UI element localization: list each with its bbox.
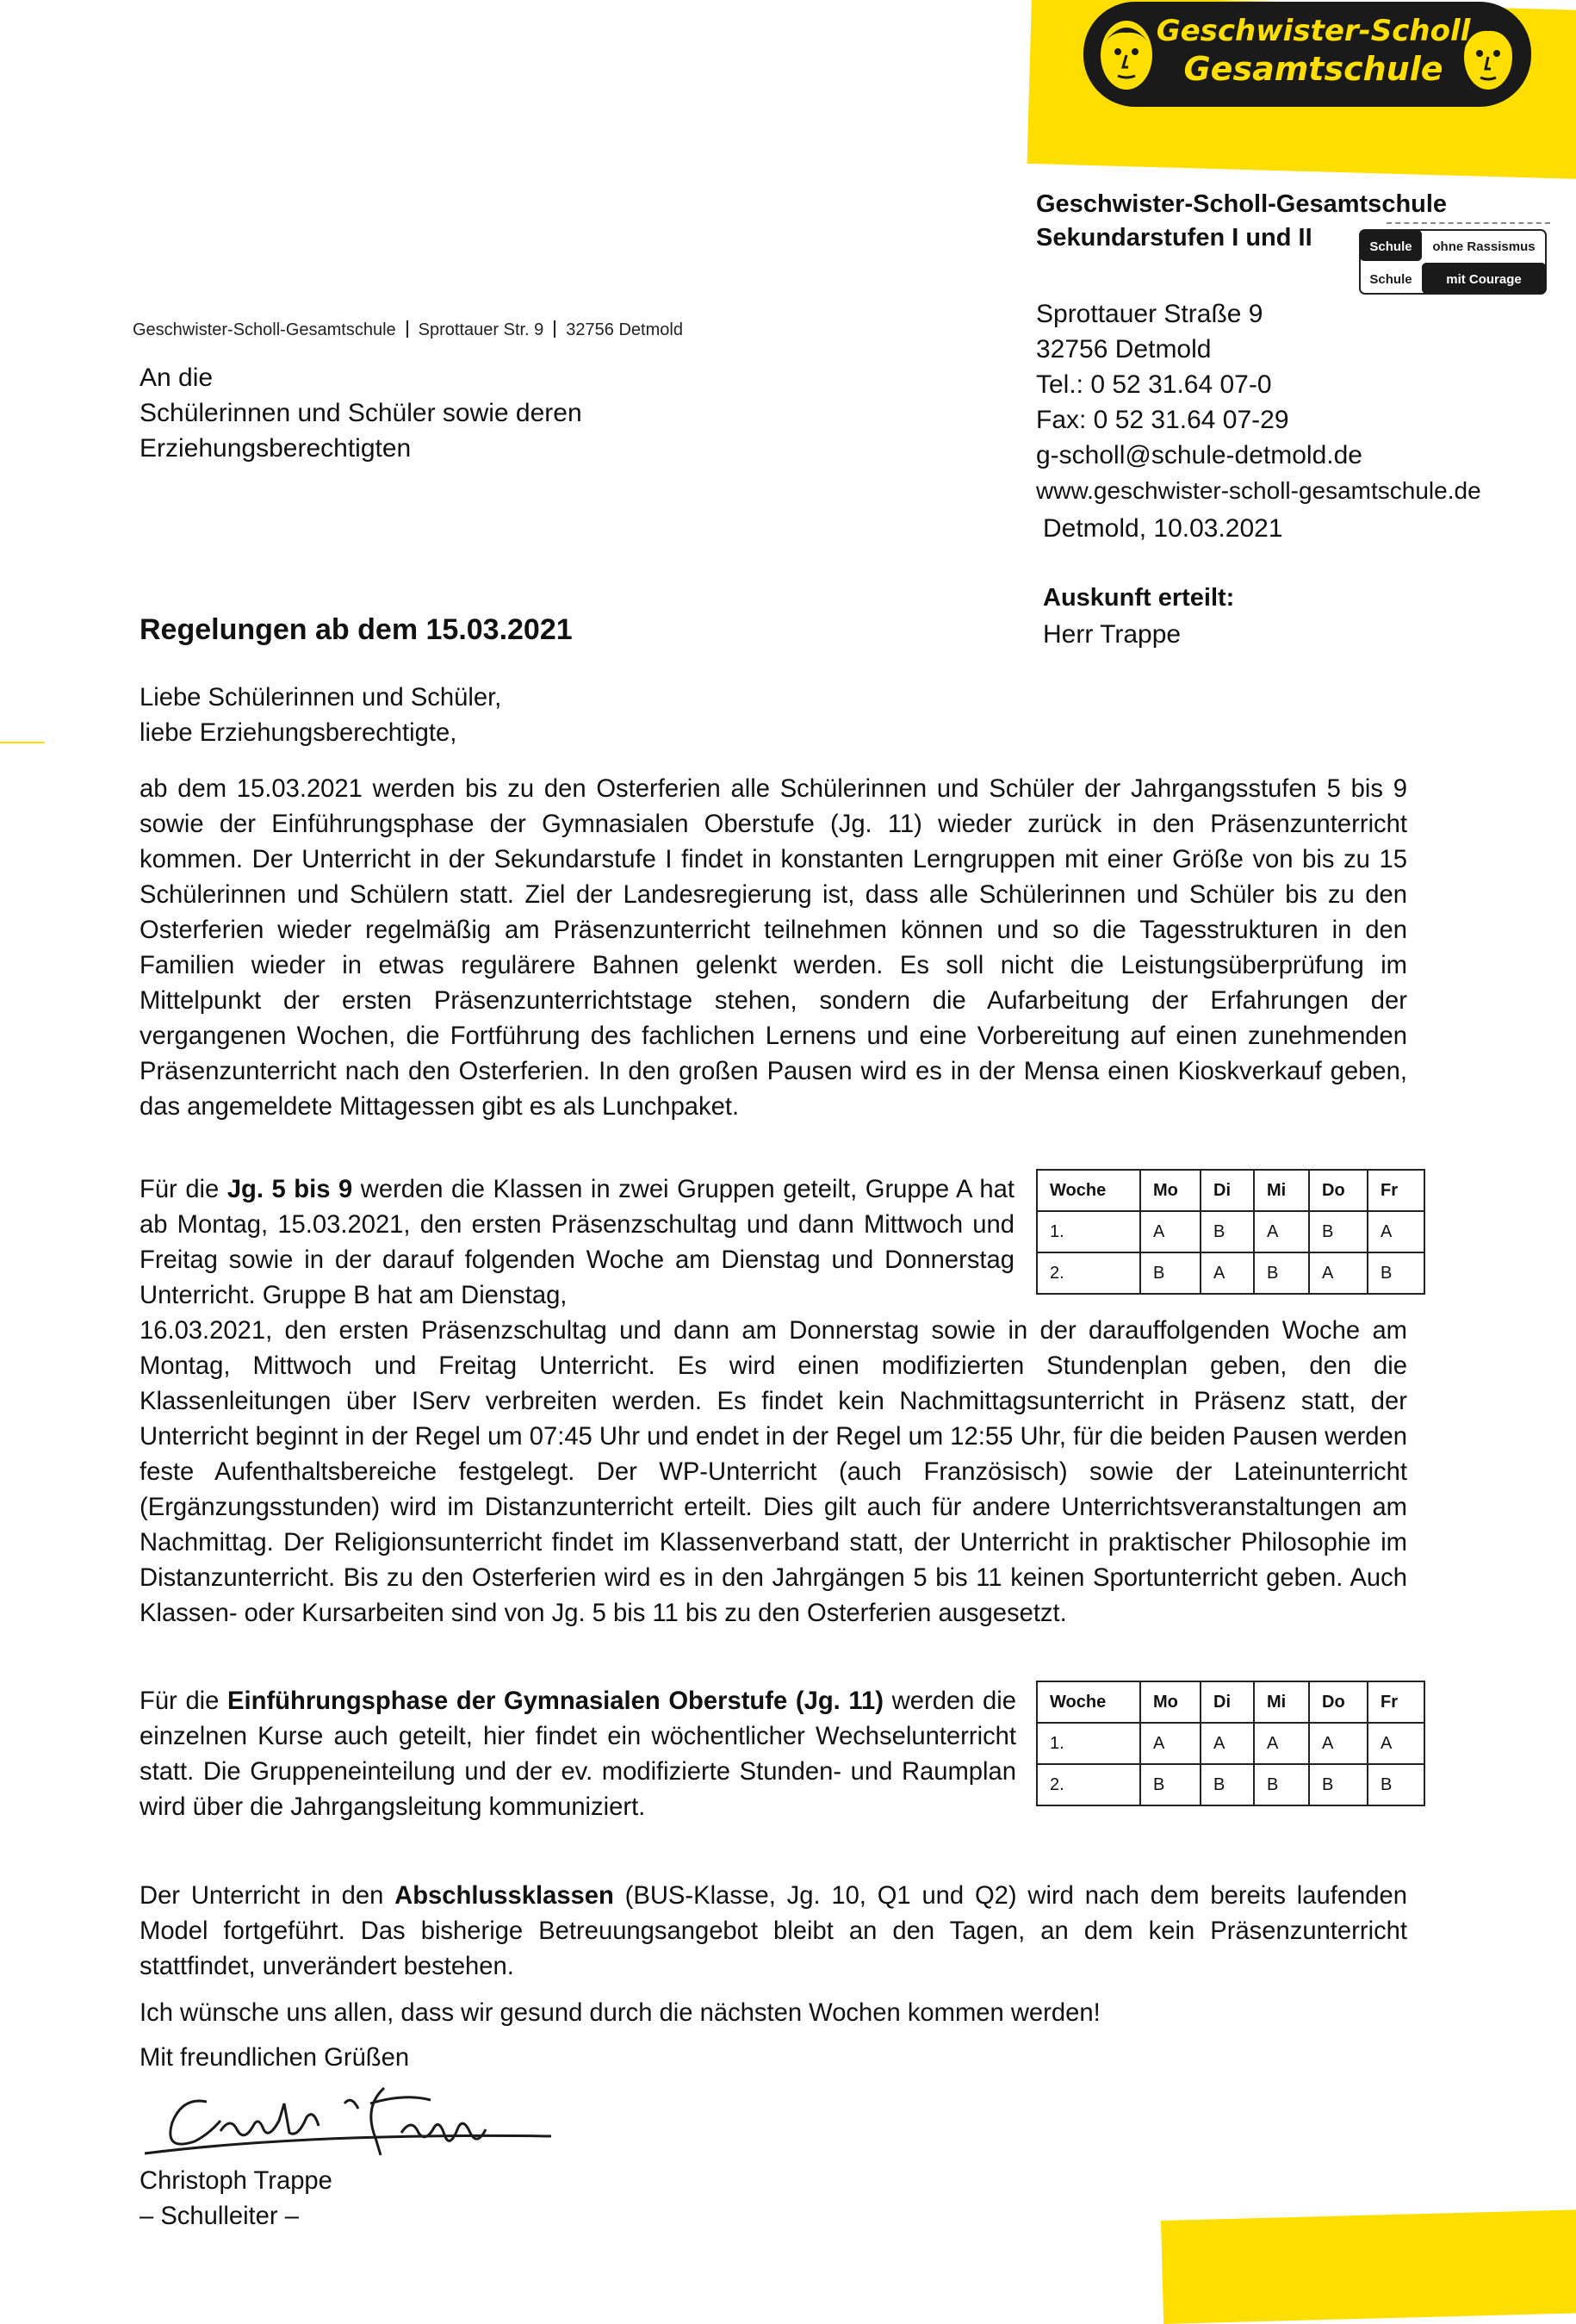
table-cell: B xyxy=(1368,1764,1424,1805)
table-header-cell: Woche xyxy=(1037,1681,1140,1723)
table-header-cell: Mo xyxy=(1140,1170,1201,1211)
sender-school-name: Geschwister-Scholl-Gesamtschule xyxy=(1036,190,1448,218)
contact-name: Herr Trappe xyxy=(1043,620,1182,649)
table-header-cell: Woche xyxy=(1037,1170,1140,1211)
closing-wish: Ich wünsche uns allen, dass wir gesund durch die nächsten Wochen kommen werden! xyxy=(140,1999,1101,2027)
sender-website: www.geschwister-scholl-gesamtschule.de xyxy=(1036,477,1481,504)
signer-role: – Schulleiter – xyxy=(140,2203,299,2230)
paragraph-jg5-9-rest: 16.03.2021, den ersten Präsenzschultag und dann am Donnerstag sowie in der darauffolgenden Woche am Montag, Mittwoch und Freitag Unterricht. Es wird einen modifizierten Stundenplan geben, den die Klassenleitungen über IServ verbreiten werden. Es findet kein Nachmittagsunterricht in Präsenz statt, der Unterricht beginnt in der Regel um 07:45 Uhr und endet in der Regel um 12:55 Uhr, für die beiden Pausen werden feste Aufenthaltsbereiche festgelegt. Der WP-Unterricht (auch Französisch) sowie der Lateinunterricht (Ergänzungsstunden) wird im Distanzunterricht erteilt. Dies gilt auch für andere Unterrichtsveranstaltungen am Nachmittag. Der Religionsunterricht findet im Klassenverband statt, der Unterricht in praktischer Philosophie im Distanzunterricht. Bis zu den Osterferien wird es in den Jahrgängen 5 bis 11 keinen Sportunterricht geben. Auch Klassen- oder Kursarbeiten sind von Jg. 5 bis 11 bis zu den Osterferien ausgesetzt. xyxy=(140,1317,1407,1627)
table-header-cell: Mi xyxy=(1254,1170,1309,1211)
paragraph-abschluss-text: (BUS-Klasse, Jg. 10, Q1 und Q2) wird nach dem bereits laufenden Model fortgeführt. Das bisherige Betreuungsangebot bleibt an den Tagen, an dem kein Präsenzunterricht stattfindet, unverändert bestehen. xyxy=(140,1882,1407,1980)
paragraph-jg11-bold: Einführungsphase der Gymnasialen Oberstufe (Jg. 11) xyxy=(227,1687,884,1715)
table-row xyxy=(1037,1211,1424,1252)
fold-mark xyxy=(0,742,45,743)
table-header-row xyxy=(1037,1170,1424,1211)
logo-line-2: Gesamtschule xyxy=(1183,50,1443,88)
separator xyxy=(406,320,408,338)
paragraph-jg5-9-intro: Für die xyxy=(140,1176,227,1203)
sender-city: 32756 Detmold xyxy=(1036,335,1212,364)
separator xyxy=(554,320,555,338)
return-address xyxy=(133,320,683,340)
footer-yellow-corner xyxy=(1161,2209,1576,2324)
paragraph-intro: ab dem 15.03.2021 werden bis zu den Osterferien alle Schülerinnen und Schüler der Jahrgangsstufen 5 bis 9 sowie der Einführungsphase der Gymnasialen Oberstufe (Jg. 11) wieder zurück in den Präsenzunterricht kommen. Der Unterricht in der Sekundarstufe I findet in konstanten Lerngruppen mit einer Größe von bis zu 15 Schülerinnen und Schülern statt. Ziel der Landesregierung ist, dass alle Schülerinnen und Schüler bis zu den Osterferien wieder regelmäßig am Präsenzunterricht teilnehmen können und so die Tagesstrukturen in den Familien wieder in etwas regulärere Bahnen gelenkt werden. Es soll nicht die Leistungsüberprüfung im Mittelpunkt der ersten Präsenzunterrichtstage stehen, sondern die Aufarbeitung der Erfahrungen der vergangenen Wochen, die Fortführung des fachlichen Lernens und eine Vorbereitung auf einen zunehmenden Präsenzunterricht nach den Osterferien. In den großen Pausen wird es in der Mensa einen Kioskverkauf geben, das angemeldete Mittagessen gibt es als Lunchpaket. xyxy=(140,775,1407,1121)
sender-phone: Tel.: 0 52 31.64 07-0 xyxy=(1036,370,1272,399)
table-header-cell: Do xyxy=(1309,1170,1368,1211)
table-header-cell: Mo xyxy=(1140,1681,1201,1723)
paragraph-abschluss-bold: Abschlussklassen xyxy=(394,1882,614,1910)
table-cell: 2. xyxy=(1037,1764,1140,1805)
table-cell: B xyxy=(1309,1764,1368,1805)
table-header-cell: Do xyxy=(1309,1681,1368,1723)
schedule-table-jg11 xyxy=(1036,1681,1425,1806)
table-row xyxy=(1037,1252,1424,1294)
table-cell: B xyxy=(1140,1252,1201,1294)
badge-row1-left: Schule xyxy=(1369,239,1412,254)
logo-line-1: Geschwister-Scholl xyxy=(1156,14,1471,48)
paragraph-abschlussklassen xyxy=(140,1879,1407,1985)
table-cell: A xyxy=(1140,1211,1201,1252)
table-cell: A xyxy=(1254,1723,1309,1764)
schule-ohne-rassismus-badge xyxy=(1359,229,1547,295)
paragraph-jg5-9-bold: Jg. 5 bis 9 xyxy=(226,1176,353,1203)
table-row xyxy=(1037,1764,1424,1805)
table-cell: B xyxy=(1254,1764,1309,1805)
paragraph-jg5-9-top xyxy=(140,1172,1014,1314)
table-header-cell: Mi xyxy=(1254,1681,1309,1723)
table-cell: B xyxy=(1368,1252,1424,1294)
recipient-line-3: Erziehungsberechtigten xyxy=(140,434,412,463)
paragraph-jg11 xyxy=(140,1684,1016,1825)
table-cell: A xyxy=(1201,1252,1254,1294)
badge-row2-right: mit Courage xyxy=(1446,272,1522,287)
contact-label: Auskunft erteilt: xyxy=(1043,584,1235,612)
return-address-street: Sprottauer Str. 9 xyxy=(418,320,544,339)
letter-subject: Regelungen ab dem 15.03.2021 xyxy=(140,613,573,646)
return-address-school: Geschwister-Scholl-Gesamtschule xyxy=(133,320,396,339)
table-cell: A xyxy=(1140,1723,1201,1764)
table-cell: A xyxy=(1254,1211,1309,1252)
table-cell: A xyxy=(1201,1723,1254,1764)
recipient-line-2: Schülerinnen und Schüler sowie deren xyxy=(140,399,582,427)
sender-fax: Fax: 0 52 31.64 07-29 xyxy=(1036,406,1289,434)
letter-date: Detmold, 10.03.2021 xyxy=(1043,514,1283,543)
sender-levels: Sekundarstufen I und II xyxy=(1036,224,1312,252)
table-header-cell: Di xyxy=(1201,1170,1254,1211)
paragraph-jg11-intro: Für die xyxy=(140,1687,228,1715)
badge-row1-right: ohne Rassismus xyxy=(1432,239,1536,254)
salutation-line-1: Liebe Schülerinnen und Schüler, xyxy=(140,684,502,711)
logo-text xyxy=(1145,12,1481,88)
table-cell: B xyxy=(1201,1764,1254,1805)
salutation xyxy=(140,680,501,751)
closing-greeting: Mit freundlichen Grüßen xyxy=(140,2044,410,2072)
recipient-block xyxy=(140,360,582,466)
table-row xyxy=(1037,1723,1424,1764)
table-cell: 2. xyxy=(1037,1252,1140,1294)
table-cell: A xyxy=(1309,1252,1368,1294)
schedule-table-jg5-9 xyxy=(1036,1169,1425,1295)
table-cell: A xyxy=(1368,1723,1424,1764)
table-cell: A xyxy=(1368,1211,1424,1252)
table-cell: 1. xyxy=(1037,1211,1140,1252)
badge-divider xyxy=(1387,222,1550,224)
table-cell: B xyxy=(1254,1252,1309,1294)
table-header-cell: Fr xyxy=(1368,1681,1424,1723)
salutation-line-2: liebe Erziehungsberechtigte, xyxy=(140,719,457,747)
table-header-row xyxy=(1037,1681,1424,1723)
table-cell: B xyxy=(1309,1211,1368,1252)
return-address-city: 32756 Detmold xyxy=(566,320,683,339)
sender-email: g-scholl@schule-detmold.de xyxy=(1036,441,1362,469)
table-cell: B xyxy=(1140,1764,1201,1805)
paragraph-jg5-9-text: werden die Klassen in zwei Gruppen geteilt, Gruppe A hat ab Montag, 15.03.2021, den ersten Präsenzschultag und dann Mittwoch und Freitag sowie in der darauf folgenden Woche am Dienstag und Donnerstag Unterricht. Gruppe B hat am Dienstag, xyxy=(140,1176,1014,1309)
table-header-cell: Di xyxy=(1201,1681,1254,1723)
handwritten-signature xyxy=(138,2078,560,2172)
recipient-line-1: An die xyxy=(140,364,214,392)
badge-row2-left: Schule xyxy=(1369,272,1412,287)
signer-name: Christoph Trappe xyxy=(140,2167,332,2195)
table-cell: A xyxy=(1309,1723,1368,1764)
paragraph-jg11-text: werden die einzelnen Kurse auch geteilt, hier findet ein wöchentlicher Wechselunterricht statt. Die Gruppeneinteilung und der ev. modifizierte Stunden- und Raumplan wird über die Jahrgangsleitung kommuniziert. xyxy=(140,1687,1016,1821)
table-cell: 1. xyxy=(1037,1723,1140,1764)
sender-street: Sprottauer Straße 9 xyxy=(1036,300,1263,328)
table-header-cell: Fr xyxy=(1368,1170,1424,1211)
paragraph-abschluss-intro: Der Unterricht in den xyxy=(140,1882,395,1910)
table-cell: B xyxy=(1201,1211,1254,1252)
